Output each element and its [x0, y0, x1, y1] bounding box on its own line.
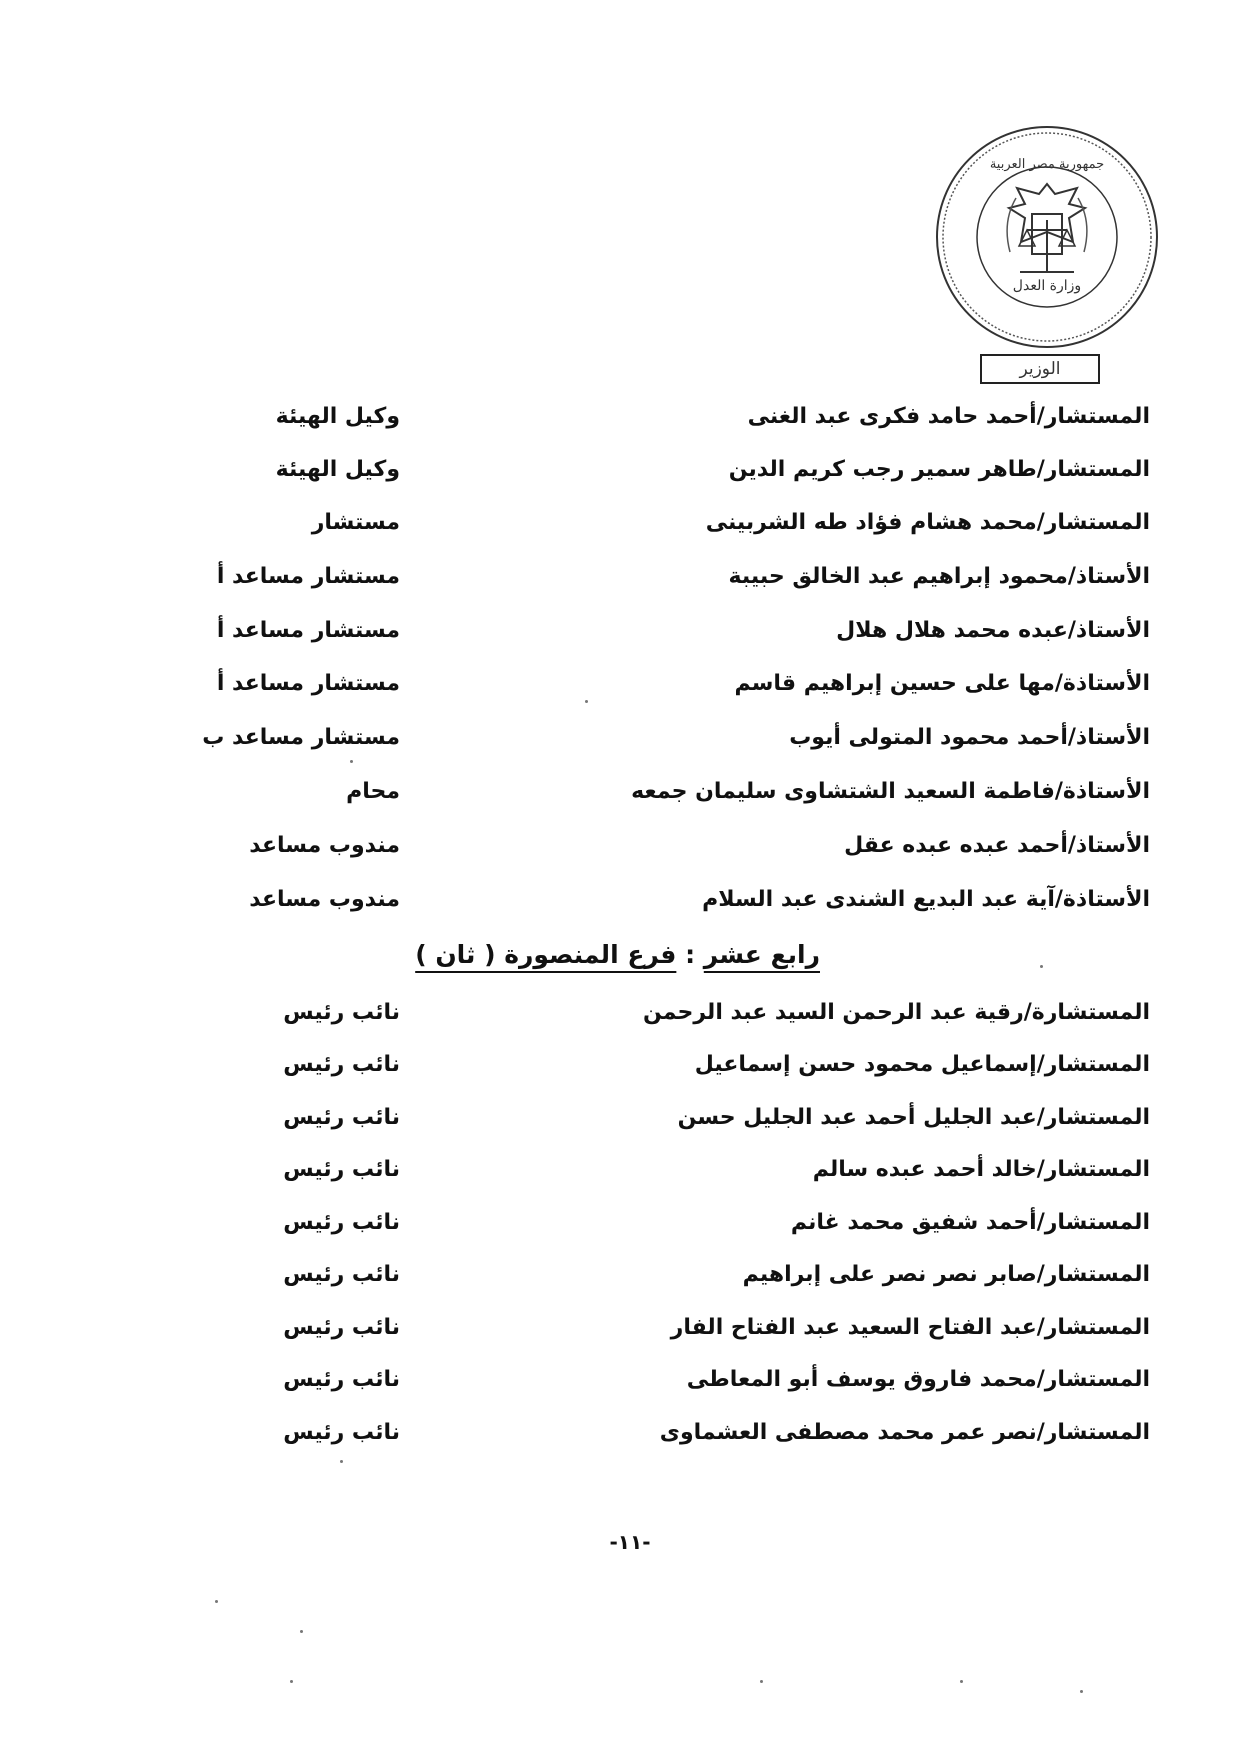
seal-bottom-text: وزارة العدل	[1012, 278, 1082, 294]
table-row	[170, 1262, 1150, 1302]
table-row	[170, 1210, 1150, 1250]
table-row	[170, 618, 1150, 658]
section-heading-branch: فرع المنصورة ( ثان )	[415, 940, 677, 969]
person-name: المستشار/محمد فاروق يوسف أبو المعاطى	[686, 1367, 1150, 1392]
table-row	[170, 404, 1150, 444]
person-name: المستشار/أحمد شفيق محمد غانم	[790, 1210, 1150, 1235]
person-name: المستشار/أحمد حامد فكرى عبد الغنى	[747, 404, 1150, 429]
person-name: المستشار/طاهر سمير رجب كريم الدين	[728, 457, 1150, 482]
table-row	[170, 887, 1150, 927]
person-role: نائب رئيس	[283, 1262, 400, 1287]
scan-speck	[585, 700, 588, 703]
table-row	[170, 1052, 1150, 1092]
person-role: مستشار	[311, 510, 400, 535]
person-role: محام	[346, 779, 400, 804]
person-name: المستشار/نصر عمر محمد مصطفى العشماوى	[659, 1420, 1150, 1445]
person-role: نائب رئيس	[283, 1420, 400, 1445]
person-role: نائب رئيس	[283, 1157, 400, 1182]
person-name: المستشارة/رقية عبد الرحمن السيد عبد الرحمن	[642, 1000, 1150, 1025]
person-name: الأستاذ/أحمد محمود المتولى أيوب	[789, 725, 1150, 750]
table-row	[170, 725, 1150, 765]
scan-speck	[350, 760, 353, 763]
table-row	[170, 1315, 1150, 1355]
person-role: مستشار مساعد أ	[216, 564, 400, 589]
person-name: المستشار/صابر نصر نصر على إبراهيم	[742, 1262, 1150, 1287]
person-name: الأستاذ/عبده محمد هلال هلال	[836, 618, 1150, 643]
person-role: نائب رئيس	[283, 1052, 400, 1077]
person-name: الأستاذة/فاطمة السعيد الشتشاوى سليمان جمعه	[631, 779, 1150, 804]
scan-speck	[1080, 1690, 1083, 1693]
scan-speck	[340, 1460, 343, 1463]
table-row	[170, 779, 1150, 819]
person-name: المستشار/عبد الفتاح السعيد عبد الفتاح الفار	[670, 1315, 1150, 1340]
ministry-of-justice-seal	[932, 122, 1162, 352]
person-role: مستشار مساعد أ	[216, 618, 400, 643]
person-role: مستشار مساعد أ	[216, 671, 400, 696]
table-row	[170, 564, 1150, 604]
table-row	[170, 510, 1150, 550]
person-name: الأستاذة/آية عبد البديع الشندى عبد السلام	[702, 887, 1150, 912]
scan-speck	[960, 1680, 963, 1683]
scan-speck	[760, 1680, 763, 1683]
person-role: نائب رئيس	[283, 1315, 400, 1340]
section-heading-prefix: رابع عشر	[703, 940, 820, 969]
section-heading	[415, 940, 820, 969]
table-row	[170, 1157, 1150, 1197]
person-name: المستشار/إسماعيل محمود حسن إسماعيل	[694, 1052, 1150, 1077]
section-heading-separator: :	[685, 940, 696, 969]
person-role: مندوب مساعد	[249, 887, 400, 912]
person-role: نائب رئيس	[283, 1367, 400, 1392]
person-name: المستشار/محمد هشام فؤاد طه الشربينى	[705, 510, 1150, 535]
person-role: مستشار مساعد ب	[202, 725, 400, 750]
table-row	[170, 1420, 1150, 1460]
minister-label: الوزير	[980, 354, 1100, 384]
table-row	[170, 1105, 1150, 1145]
person-role: وكيل الهيئة	[275, 404, 400, 429]
table-row	[170, 671, 1150, 711]
scan-speck	[1040, 965, 1043, 968]
table-row	[170, 1000, 1150, 1040]
table-row	[170, 457, 1150, 497]
person-role: نائب رئيس	[283, 1105, 400, 1130]
person-name: المستشار/عبد الجليل أحمد عبد الجليل حسن	[677, 1105, 1150, 1130]
scan-speck	[300, 1630, 303, 1633]
person-role: وكيل الهيئة	[275, 457, 400, 482]
table-row	[170, 1367, 1150, 1407]
table-row	[170, 833, 1150, 873]
scan-speck	[215, 1600, 218, 1603]
person-role: مندوب مساعد	[249, 833, 400, 858]
person-role: نائب رئيس	[283, 1210, 400, 1235]
scan-speck	[290, 1680, 293, 1683]
person-role: نائب رئيس	[283, 1000, 400, 1025]
person-name: المستشار/خالد أحمد عبده سالم	[812, 1157, 1150, 1182]
person-name: الأستاذ/أحمد عبده عبده عقل	[844, 833, 1150, 858]
person-name: الأستاذة/مها على حسين إبراهيم قاسم	[734, 671, 1150, 696]
page-number: -١١-	[609, 1530, 651, 1554]
person-name: الأستاذ/محمود إبراهيم عبد الخالق حبيبة	[728, 564, 1150, 589]
seal-top-text: جمهورية مصر العربية	[989, 157, 1105, 172]
